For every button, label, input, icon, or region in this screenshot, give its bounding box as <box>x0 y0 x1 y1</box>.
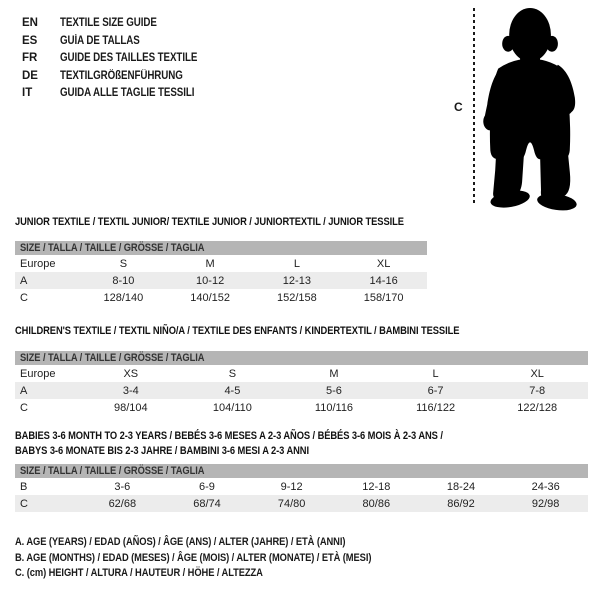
row-label: Europe <box>20 257 56 270</box>
language-code: ES <box>22 34 38 47</box>
table-cell: 140/152 <box>190 291 230 304</box>
table-cell: 92/98 <box>531 497 560 510</box>
table-cell: XS <box>123 367 139 380</box>
table-cell: M <box>205 257 215 270</box>
table-cell: 98/104 <box>113 401 148 414</box>
row-label: A <box>20 384 28 397</box>
size-header-label: SIZE / TALLA / TAILLE / GRÖSSE / TAGLIA <box>20 242 205 254</box>
size-header-bar <box>15 464 588 478</box>
language-code: DE <box>22 69 38 82</box>
language-title: TEXTILGRÖßENFÜHRUNG <box>60 69 183 82</box>
language-title: GUÍA DE TALLAS <box>60 34 140 47</box>
table-cell: 8-10 <box>112 274 135 287</box>
table-row <box>15 255 427 272</box>
junior-size-table <box>15 241 427 306</box>
table-cell: L <box>432 367 439 380</box>
table-cell: 128/140 <box>103 291 144 304</box>
table-cell: XL <box>376 257 391 270</box>
section-babies <box>15 429 588 512</box>
size-header-label: SIZE / TALLA / TAILLE / GRÖSSE / TAGLIA <box>20 465 205 477</box>
section-heading: BABIES 3-6 MONTH TO 2-3 YEARS / BEBÉS 3-6 MESES A 2-3 AÑOS / BÉBÉS 3-6 MOIS À 2-3 ANS / <box>15 430 443 442</box>
table-cell: 3-6 <box>114 480 131 493</box>
table-row <box>15 272 427 289</box>
footnotes <box>15 535 434 582</box>
table-cell: 104/110 <box>212 401 252 414</box>
row-label: B <box>20 480 28 493</box>
table-cell: 6-9 <box>199 480 215 493</box>
dashed-measure-line <box>473 8 475 206</box>
row-label: C <box>20 401 28 414</box>
table-row <box>15 365 588 382</box>
table-cell: 86/92 <box>447 497 475 510</box>
row-label: C <box>20 291 28 304</box>
table-cell: S <box>228 367 237 380</box>
measure-c-label: C <box>454 100 463 114</box>
table-cell: 152/158 <box>276 291 317 304</box>
toddler-silhouette-icon <box>480 3 598 212</box>
footnote-a: A. AGE (YEARS) / EDAD (AÑOS) / ÂGE (ANS) / ALTER (JAHRE) / ETÀ (ANNI) <box>15 536 346 548</box>
table-cell: 74/80 <box>277 497 306 510</box>
table-cell: XL <box>530 367 544 380</box>
table-row <box>15 478 588 495</box>
language-code: EN <box>22 17 38 29</box>
language-row <box>22 33 222 51</box>
language-row <box>22 68 222 86</box>
babies-size-table <box>15 464 588 512</box>
table-cell: 18-24 <box>446 480 476 493</box>
size-header-bar <box>15 351 588 365</box>
table-cell: 80/86 <box>362 497 391 510</box>
table-row <box>15 382 588 399</box>
table-cell: 12-13 <box>282 274 311 287</box>
table-cell: 3-4 <box>122 384 139 397</box>
table-cell: 110/116 <box>314 401 354 414</box>
table-cell: 10-12 <box>196 274 225 287</box>
language-row <box>22 15 222 33</box>
footnote-b: B. AGE (MONTHS) / EDAD (MESES) / ÂGE (MOIS) / ALTER (MONATE) / ETÀ (MESI) <box>15 551 372 564</box>
row-label: C <box>20 497 28 510</box>
section-heading: CHILDREN'S TEXTILE / TEXTIL NIÑO/A / TEXTILE DES ENFANTS / KINDERTEXTIL / BAMBINI TESSILE <box>15 325 460 337</box>
section-heading: JUNIOR TEXTILE / TEXTIL JUNIOR/ TEXTILE JUNIOR / JUNIORTEXTIL / JUNIOR TESSILE <box>15 216 404 228</box>
table-cell: 6-7 <box>427 384 444 397</box>
language-code: IT <box>22 87 33 99</box>
size-header-label: SIZE / TALLA / TAILLE / GRÖSSE / TAGLIA <box>20 352 205 364</box>
language-row <box>22 85 222 103</box>
table-cell: 7-8 <box>529 384 546 397</box>
section-children <box>15 324 588 416</box>
table-row <box>15 289 427 306</box>
table-cell: 62/68 <box>108 497 137 510</box>
table-cell: 14-16 <box>369 274 398 287</box>
language-title: GUIDA ALLE TAGLIE TESSILI <box>60 87 195 99</box>
table-cell: 4-5 <box>224 384 241 397</box>
table-cell: 5-6 <box>326 384 342 397</box>
language-row <box>22 50 222 68</box>
section-junior <box>15 215 427 306</box>
language-code: FR <box>22 52 38 64</box>
size-header-bar <box>15 241 427 255</box>
table-cell: 9-12 <box>280 480 303 493</box>
table-cell: 68/74 <box>193 497 221 510</box>
table-row <box>15 495 588 512</box>
table-cell: 122/128 <box>517 401 558 414</box>
children-size-table <box>15 351 588 416</box>
table-row <box>15 399 588 416</box>
footnote-c: C. (cm) HEIGHT / ALTURA / HAUTEUR / HÖHE / ALTEZZA <box>15 567 263 579</box>
language-title: TEXTILE SIZE GUIDE <box>60 17 157 29</box>
table-cell: M <box>329 367 339 380</box>
table-cell: L <box>293 257 300 270</box>
row-label: A <box>20 274 28 287</box>
table-cell: 24-36 <box>531 480 560 493</box>
section-heading-line2: BABYS 3-6 MONATE BIS 2-3 JAHRE / BAMBINI 3-6 MESI A 2-3 ANNI <box>15 445 309 457</box>
table-cell: 12-18 <box>362 480 391 493</box>
table-cell: 116/122 <box>416 401 456 414</box>
row-label: Europe <box>20 367 56 380</box>
language-list <box>22 15 222 103</box>
height-measure-figure <box>440 0 600 215</box>
language-title: GUIDE DES TAILLES TEXTILE <box>60 52 198 64</box>
table-cell: S <box>119 257 128 270</box>
table-cell: 158/170 <box>363 291 404 304</box>
